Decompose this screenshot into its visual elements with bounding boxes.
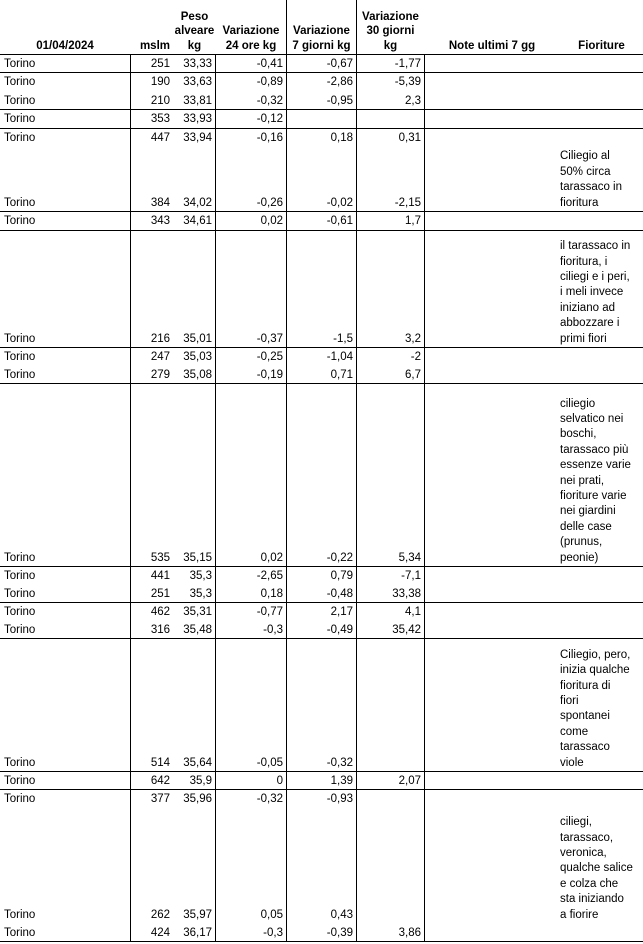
table-row: [0, 754, 643, 772]
fioriture-line: tarassaco in: [560, 181, 623, 194]
header-mslm-text: mslm: [139, 39, 170, 52]
column-divider: [286, 639, 287, 771]
fioriture-line: viole: [560, 756, 584, 769]
table-row: [0, 212, 643, 230]
column-divider: [424, 384, 425, 566]
fioriture-line: spontanei: [560, 710, 610, 723]
cell-v24: -0,3: [263, 624, 283, 636]
cell-v7: -0,93: [326, 793, 353, 805]
header-var7-line: Variazione: [293, 25, 350, 37]
cell-v7: -0,02: [326, 197, 353, 209]
table-row: [0, 110, 643, 128]
cell-mslm: 251: [150, 58, 170, 70]
cell-mslm: 251: [150, 588, 170, 600]
cell-v24: 0,02: [260, 552, 283, 564]
cell-v30: 3,2: [405, 333, 421, 345]
cell-v30: 0,31: [398, 132, 421, 144]
cell-peso: 35,96: [183, 793, 212, 805]
fioriture-line: delle case: [560, 520, 612, 533]
cell-mslm: 262: [150, 909, 170, 921]
fioriture-line: tarassaco: [560, 741, 610, 754]
table-row: [0, 92, 643, 110]
fioriture-line: i meli invece: [560, 286, 624, 299]
fioriture-line: il tarassaco in: [560, 240, 631, 253]
table-row: [0, 55, 643, 73]
cell-v30: [356, 110, 421, 128]
header-var24-line: 24 ore kg: [225, 39, 277, 52]
cell-v24: 0,18: [260, 588, 283, 600]
header-var24-line: Variazione: [222, 25, 280, 37]
fioriture-line: a fiorire: [560, 908, 599, 921]
cell-v7: -0,67: [326, 58, 353, 70]
table-row: [0, 330, 643, 348]
header-peso-line: alveare: [174, 25, 215, 37]
cell-v24: -0,37: [256, 333, 283, 345]
fioriture-line: (prunus,: [560, 536, 603, 549]
fioriture-line: ciliegio: [560, 397, 596, 410]
cell-peso: 35,64: [183, 757, 212, 769]
cell-peso: 33,63: [183, 76, 212, 88]
cell-v7: 0,79: [330, 570, 353, 582]
cell-mslm: 343: [150, 215, 170, 227]
cell-v24: -0,26: [256, 197, 283, 209]
cell-v7: -0,22: [326, 552, 353, 564]
table-row: [0, 194, 643, 212]
cell-v7: 0,18: [330, 132, 353, 144]
header-note: [424, 0, 560, 54]
cell-city: Torino: [4, 588, 36, 600]
cell-peso: 35,15: [183, 552, 212, 564]
row-group: [0, 54, 643, 72]
header-peso-line: kg: [187, 39, 202, 52]
table-row: [0, 924, 643, 942]
fioriture-line: selvatico nei: [560, 413, 624, 425]
fioriture-line: fiori: [560, 695, 579, 708]
header-var30-line: kg: [383, 39, 398, 52]
cell-v7: 1,39: [330, 775, 353, 787]
table-row: [0, 129, 643, 147]
cell-v7: -0,49: [326, 624, 353, 636]
cell-v7: -0,39: [326, 927, 353, 939]
column-divider: [356, 384, 357, 566]
table-row: [0, 603, 643, 621]
cell-peso: 35,08: [183, 369, 212, 381]
cell-v24: -0,25: [256, 351, 283, 363]
fioriture-line: inizia qualche: [560, 664, 630, 677]
cell-v24: -0,12: [256, 113, 283, 125]
cell-v24: -0,32: [256, 95, 283, 107]
cell-peso: 33,94: [183, 132, 212, 144]
fioriture-line: tarassaco più: [560, 443, 629, 456]
cell-v7: -1,04: [326, 351, 353, 363]
cell-v30: 2,07: [398, 775, 421, 787]
cell-v24: -0,89: [256, 76, 283, 88]
cell-v7: -0,48: [326, 588, 353, 600]
cell-peso: 35,48: [183, 624, 212, 636]
cell-v30: 1,7: [405, 215, 421, 227]
header-fioriture: [560, 0, 643, 54]
cell-peso: 33,93: [183, 113, 212, 125]
table-row: [0, 549, 643, 567]
header-note-text: Note ultimi 7 gg: [448, 39, 536, 52]
cell-mslm: 216: [150, 333, 170, 345]
fioriture-line: sta iniziando: [560, 893, 624, 906]
cell-mslm: 316: [150, 624, 170, 636]
cell-peso: 35,3: [189, 588, 212, 600]
table-row: [0, 73, 643, 91]
cell-v30: -7,1: [401, 570, 421, 582]
cell-v30: -5,39: [394, 76, 421, 88]
cell-v7: -1,5: [333, 333, 353, 345]
fioriture-line: fioritura: [560, 196, 599, 209]
cell-city: Torino: [4, 58, 36, 70]
cell-v24: -2,65: [256, 570, 283, 582]
table-row: [0, 585, 643, 603]
cell-v24: 0: [276, 775, 283, 787]
cell-peso: 33,33: [183, 58, 212, 70]
cell-mslm: 279: [150, 369, 170, 381]
cell-v24: -0,05: [256, 757, 283, 769]
cell-city: Torino: [4, 552, 36, 564]
fioriture-note: [560, 648, 643, 771]
cell-city: Torino: [4, 113, 36, 125]
fioriture-line: fioritura di: [560, 679, 611, 692]
cell-peso: 35,31: [183, 606, 212, 618]
cell-city: Torino: [4, 76, 36, 88]
cell-v30: 33,38: [392, 588, 421, 600]
cell-mslm: 353: [150, 113, 170, 125]
fioriture-note: [560, 397, 643, 566]
cell-city: Torino: [4, 793, 36, 805]
fioriture-line: iniziano ad: [560, 301, 615, 314]
row-group: [0, 230, 643, 347]
cell-mslm: 210: [150, 95, 170, 107]
header-peso-line: Peso: [180, 10, 209, 23]
cell-v24: -0,3: [263, 927, 283, 939]
cell-v7: -2,86: [326, 76, 353, 88]
cell-city: Torino: [4, 757, 36, 769]
table-row: [0, 366, 643, 384]
cell-city: Torino: [4, 132, 36, 144]
cell-peso: 35,9: [189, 775, 212, 787]
cell-city: Torino: [4, 197, 36, 209]
fioriture-line: essenze varie: [560, 459, 631, 472]
table-row: [0, 790, 643, 808]
fioriture-line: ciliegi e i peri,: [560, 271, 630, 283]
cell-v24: -0,16: [256, 132, 283, 144]
row-group: [0, 789, 643, 942]
column-divider: [130, 384, 131, 566]
cell-v30: -2: [410, 351, 421, 363]
cell-peso: 34,02: [183, 197, 212, 209]
cell-v30: 6,7: [405, 369, 421, 381]
cell-city: Torino: [4, 351, 36, 363]
header-peso: [172, 0, 217, 54]
cell-v30: 5,34: [398, 552, 421, 564]
row-group: [0, 109, 643, 128]
cell-v7: -0,61: [326, 215, 353, 227]
cell-mslm: 424: [150, 927, 170, 939]
cell-v30: 3,86: [398, 927, 421, 939]
fioriture-note: [560, 149, 643, 211]
row-group: [0, 211, 643, 230]
cell-mslm: 535: [150, 552, 170, 564]
column-divider: [130, 639, 131, 771]
table-row: [0, 906, 643, 924]
cell-v24: 0,05: [260, 909, 283, 921]
cell-v30: 2,3: [405, 95, 421, 107]
header-date: [0, 0, 130, 54]
cell-city: Torino: [4, 606, 36, 618]
cell-v7: [286, 110, 353, 128]
cell-city: Torino: [4, 624, 36, 636]
cell-mslm: 190: [150, 76, 170, 88]
fioriture-line: peonie): [560, 551, 599, 564]
cell-mslm: 377: [150, 793, 170, 805]
fioriture-line: fioriture varie: [560, 490, 627, 503]
cell-v30: [356, 754, 421, 772]
column-divider: [215, 384, 216, 566]
fioriture-line: boschi,: [560, 428, 597, 441]
header-var30: [356, 0, 424, 54]
row-group: [0, 566, 643, 602]
cell-v7: 0,43: [330, 909, 353, 921]
fioriture-line: primi fiori: [560, 332, 607, 345]
column-divider: [424, 639, 425, 771]
header-var30-line: 30 giorni: [366, 25, 415, 37]
cell-v24: 0,02: [260, 215, 283, 227]
cell-city: Torino: [4, 333, 36, 345]
cell-peso: 35,3: [189, 570, 212, 582]
fioriture-line: Ciliegio, pero,: [560, 648, 631, 661]
cell-mslm: 642: [150, 775, 170, 787]
cell-mslm: 447: [150, 132, 170, 144]
header-var30-line: Variazione: [362, 10, 419, 23]
cell-mslm: 441: [150, 570, 170, 582]
fioriture-line: nei prati,: [560, 474, 605, 487]
cell-city: Torino: [4, 909, 36, 921]
cell-v7: 0,71: [330, 369, 353, 381]
cell-v24: -0,32: [256, 793, 283, 805]
table-row: [0, 348, 643, 366]
row-group: [0, 347, 643, 383]
cell-v7: -0,95: [326, 95, 353, 107]
fioriture-line: 50% circa: [560, 165, 611, 178]
table-row: [0, 772, 643, 790]
cell-city: Torino: [4, 570, 36, 582]
row-group: [0, 638, 643, 771]
table-row: [0, 621, 643, 639]
fioriture-line: come: [560, 725, 589, 738]
cell-mslm: 247: [150, 351, 170, 363]
cell-mslm: 384: [150, 197, 170, 209]
cell-peso: 34,61: [183, 215, 212, 227]
header-var7-line: 7 giorni kg: [292, 39, 351, 52]
column-divider: [215, 639, 216, 771]
header-fioriture-text: Fioriture: [578, 39, 625, 52]
row-group: [0, 602, 643, 638]
cell-peso: 36,17: [183, 927, 212, 939]
cell-v30: 4,1: [405, 606, 421, 618]
fioriture-line: nei giardini: [560, 505, 616, 518]
header-var24: [215, 0, 287, 54]
cell-peso: 35,01: [183, 333, 212, 345]
cell-city: Torino: [4, 369, 36, 381]
cell-peso: 35,03: [183, 351, 212, 363]
cell-v30: [356, 906, 421, 924]
fioriture-line: veronica,: [560, 847, 607, 859]
fioriture-line: Ciliegio al: [560, 150, 610, 163]
fioriture-note: [560, 239, 643, 347]
cell-v24: -0,19: [256, 369, 283, 381]
cell-v30: 35,42: [392, 624, 421, 636]
row-group: [0, 72, 643, 109]
cell-mslm: 462: [150, 606, 170, 618]
column-divider: [356, 639, 357, 771]
cell-city: Torino: [4, 95, 36, 107]
cell-city: Torino: [4, 215, 36, 227]
cell-peso: 35,97: [183, 909, 212, 921]
row-group: [0, 128, 643, 211]
cell-city: Torino: [4, 775, 36, 787]
cell-v30: -1,77: [394, 58, 421, 70]
fioriture-line: ciliegi,: [560, 816, 592, 829]
fioriture-line: qualche salice: [560, 862, 633, 875]
cell-city: Torino: [4, 927, 36, 939]
table-row: [0, 567, 643, 585]
cell-peso: 33,81: [183, 95, 212, 107]
cell-v30: [356, 790, 421, 808]
fioriture-line: fioritura, i: [560, 255, 608, 268]
header-mslm: [130, 0, 172, 54]
cell-mslm: 514: [150, 757, 170, 769]
fioriture-line: tarassaco,: [560, 831, 614, 844]
fioriture-line: abbozzare i: [560, 317, 620, 330]
cell-v7: -0,32: [326, 757, 353, 769]
cell-v24: -0,77: [256, 606, 283, 618]
row-group: [0, 383, 643, 566]
cell-v24: -0,41: [256, 58, 283, 70]
cell-v30: -2,15: [394, 197, 421, 209]
header-date-text: 01/04/2024: [36, 39, 94, 52]
column-divider: [286, 384, 287, 566]
header-var7: [286, 0, 356, 54]
fioriture-note: [560, 815, 643, 923]
fioriture-line: e colza che: [560, 877, 619, 890]
row-group: [0, 771, 643, 789]
cell-v7: 2,17: [330, 606, 353, 618]
